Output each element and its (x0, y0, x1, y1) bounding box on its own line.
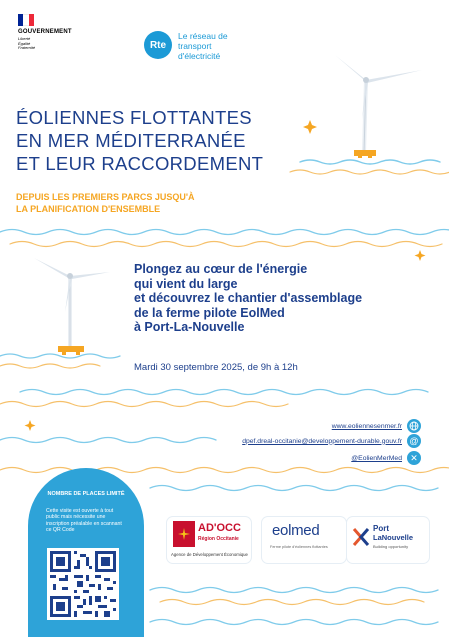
qr-code-icon (50, 551, 116, 617)
turbine-top-icon (335, 55, 422, 158)
link-social-text[interactable]: @EolienMerMed (351, 454, 402, 462)
occitanie-cross-icon (173, 521, 195, 547)
link-email-text[interactable]: dpef.dreal-occitanie@developpement-durable.gouv.fr (242, 437, 402, 445)
globe-icon (407, 419, 421, 433)
lead-text: Plongez au cœur de l'énergie qui vient du large et découvrez le chantier d'assemblage de la ferme pilote EolMed à Port-La-Nouvelle (134, 262, 363, 335)
main-title: ÉOLIENNES FLOTTANTES EN MER MÉDITERRANÉE ET LEUR RACCORDEMENT (16, 107, 264, 174)
sparkle-icon (415, 250, 426, 261)
places-title: NOMBRE DE PLACES LIMITÉ (47, 491, 125, 497)
subtitle: DEPUIS LES PREMIERS PARCS JUSQU'À LA PLANIFICATION D'ENSEMBLE (16, 192, 195, 214)
link-social[interactable] (351, 451, 421, 465)
port-la-nouvelle-logo: Port LaNouvelle Building opportunity (347, 517, 429, 563)
turbine-left-icon (34, 258, 110, 355)
eolmed-logo: eolmed Ferme pilote d'éoliennes flottantes (262, 517, 346, 563)
places-text: Cette visite est ouverte à tout public mais nécessite une inscription préalable en scannant ce QR Code (46, 508, 122, 534)
link-website-text[interactable]: www.eoliennesenmer.fr (331, 422, 402, 430)
rte-logo: Rte (144, 31, 172, 59)
rte-tagline: Le réseau de transport d'électricité (178, 31, 228, 61)
at-icon: @ (407, 434, 421, 448)
adocc-logo: AD'OCC Région Occitanie Agence de Développement Économique (167, 517, 251, 563)
sparkle-icon (25, 420, 36, 431)
government-name: GOUVERNEMENT (18, 29, 72, 35)
qr-code[interactable] (47, 548, 119, 620)
government-motto: Liberté Égalité Fraternité (18, 36, 36, 50)
port-arrows-icon (352, 527, 370, 547)
event-date: Mardi 30 septembre 2025, de 9h à 12h (134, 362, 298, 373)
link-email[interactable] (242, 434, 421, 448)
link-website[interactable] (332, 419, 421, 433)
x-icon: ✕ (407, 451, 421, 465)
